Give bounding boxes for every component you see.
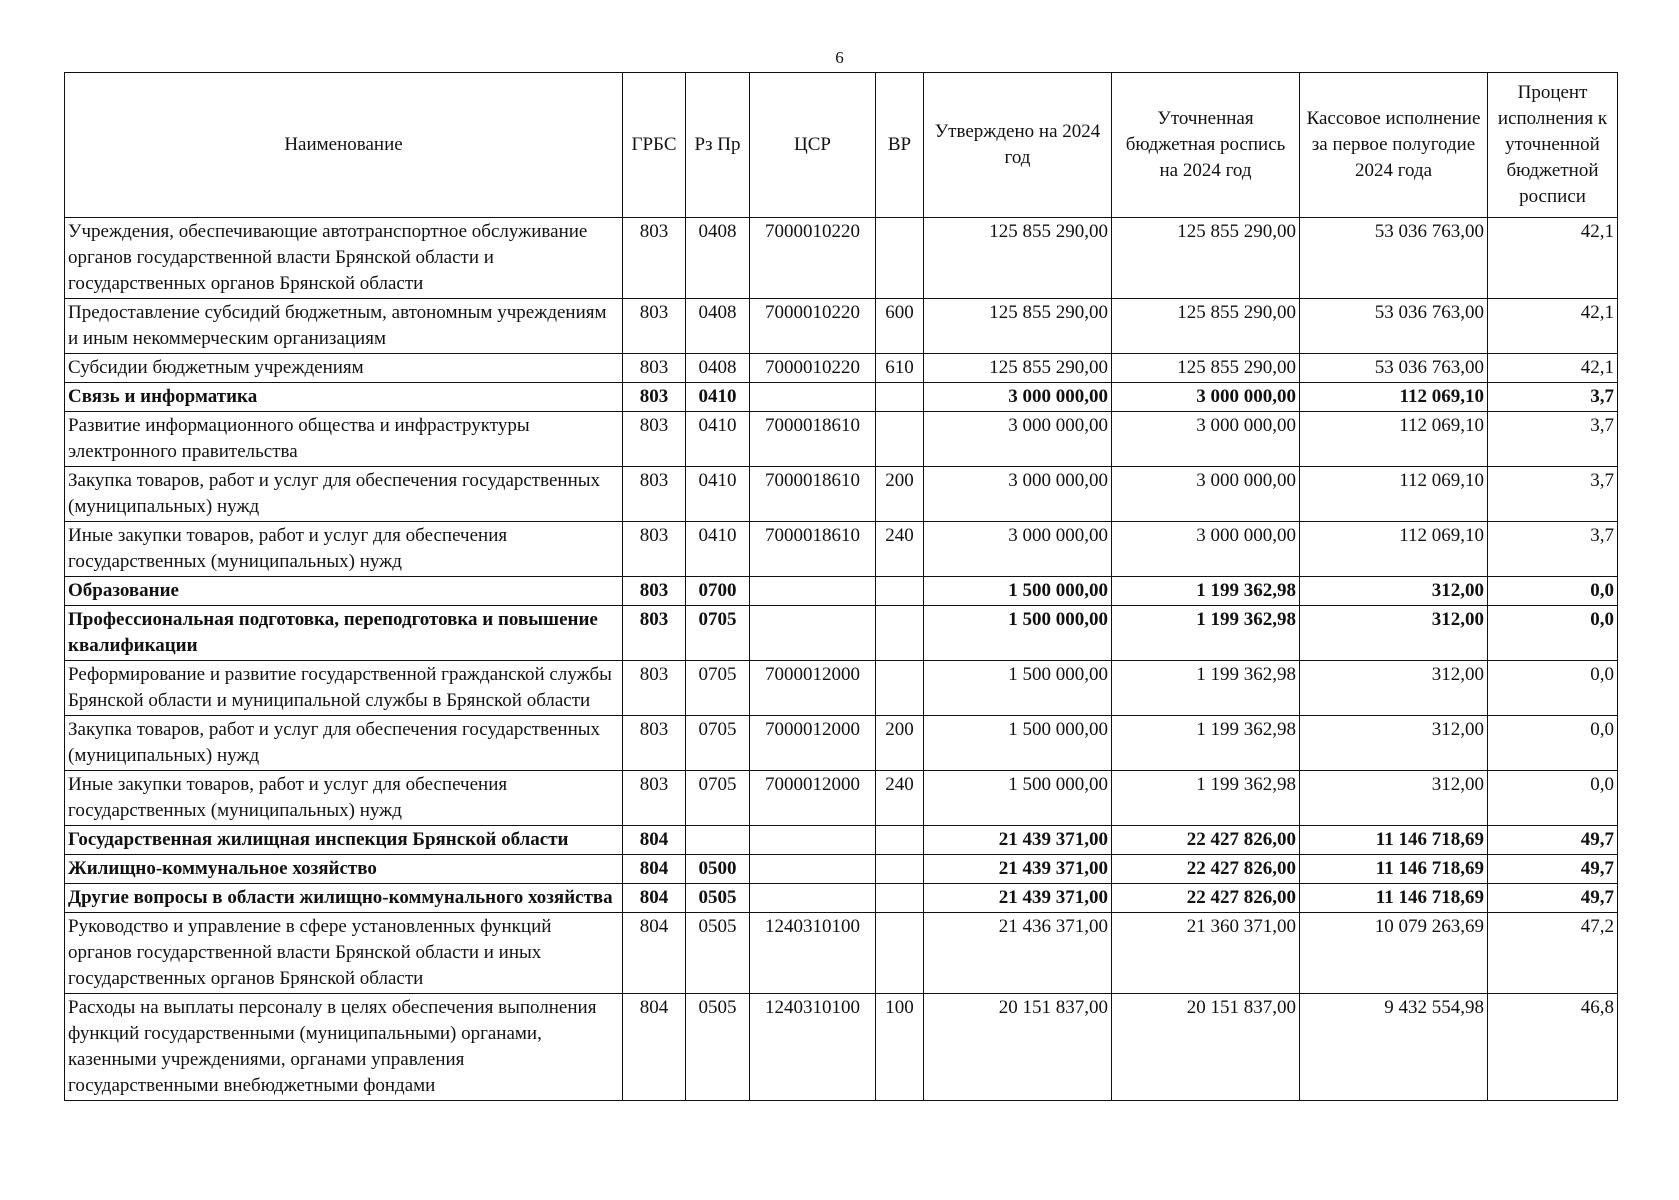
table-body bbox=[65, 218, 1618, 1101]
row-vr-cell: 200 bbox=[876, 716, 924, 771]
row-csr-cell: 7000018610 bbox=[750, 467, 876, 522]
row-vr-cell bbox=[876, 884, 924, 913]
row-vr-cell bbox=[876, 577, 924, 606]
row-cash-cell: 53 036 763,00 bbox=[1300, 354, 1488, 383]
row-rzpr-cell bbox=[686, 826, 750, 855]
row-percent-cell: 0,0 bbox=[1488, 606, 1618, 661]
row-approved-cell: 1 500 000,00 bbox=[924, 606, 1112, 661]
row-csr-cell bbox=[750, 383, 876, 412]
header-refined: Уточненная бюджетная роспись на 2024 год bbox=[1112, 73, 1300, 218]
row-rzpr-cell: 0700 bbox=[686, 577, 750, 606]
row-rzpr-cell: 0505 bbox=[686, 884, 750, 913]
row-name-cell: Реформирование и развитие государственной гражданской службы Брянской области и муниципальной службы в Брянской области bbox=[65, 661, 623, 716]
row-vr-cell: 240 bbox=[876, 522, 924, 577]
row-refined-cell: 20 151 837,00 bbox=[1112, 994, 1300, 1101]
budget-table bbox=[64, 72, 1618, 1101]
header-approved: Утверждено на 2024 год bbox=[924, 73, 1112, 218]
row-cash-cell: 10 079 263,69 bbox=[1300, 913, 1488, 994]
row-csr-cell: 7000010220 bbox=[750, 354, 876, 383]
row-percent-cell: 49,7 bbox=[1488, 826, 1618, 855]
table-row bbox=[65, 467, 1618, 522]
row-vr-cell: 200 bbox=[876, 467, 924, 522]
row-vr-cell: 240 bbox=[876, 771, 924, 826]
row-percent-cell: 0,0 bbox=[1488, 716, 1618, 771]
row-csr-cell: 1240310100 bbox=[750, 994, 876, 1101]
row-vr-cell bbox=[876, 412, 924, 467]
row-csr-cell bbox=[750, 826, 876, 855]
row-rzpr-cell: 0505 bbox=[686, 994, 750, 1101]
row-grbs-cell: 803 bbox=[623, 716, 686, 771]
row-rzpr-cell: 0705 bbox=[686, 661, 750, 716]
row-grbs-cell: 803 bbox=[623, 577, 686, 606]
row-vr-cell bbox=[876, 218, 924, 299]
header-row bbox=[65, 73, 1618, 218]
table-row bbox=[65, 218, 1618, 299]
row-grbs-cell: 803 bbox=[623, 299, 686, 354]
row-refined-cell: 3 000 000,00 bbox=[1112, 522, 1300, 577]
table-row bbox=[65, 771, 1618, 826]
row-approved-cell: 1 500 000,00 bbox=[924, 661, 1112, 716]
row-name-cell: Предоставление субсидий бюджетным, автономным учреждениям и иным некоммерческим организациям bbox=[65, 299, 623, 354]
row-grbs-cell: 804 bbox=[623, 855, 686, 884]
row-rzpr-cell: 0410 bbox=[686, 383, 750, 412]
row-name-cell: Расходы на выплаты персоналу в целях обеспечения выполнения функций государственными (муниципальными) органами, казенными учреждениями, органами управления государственными внебюджетными фондами bbox=[65, 994, 623, 1101]
header-grbs: ГРБС bbox=[623, 73, 686, 218]
row-csr-cell: 7000012000 bbox=[750, 771, 876, 826]
table-header bbox=[65, 73, 1618, 218]
header-name: Наименование bbox=[65, 73, 623, 218]
row-csr-cell: 7000012000 bbox=[750, 661, 876, 716]
row-rzpr-cell: 0705 bbox=[686, 771, 750, 826]
row-name-cell: Субсидии бюджетным учреждениям bbox=[65, 354, 623, 383]
row-csr-cell: 7000010220 bbox=[750, 218, 876, 299]
row-approved-cell: 3 000 000,00 bbox=[924, 522, 1112, 577]
row-name-cell: Иные закупки товаров, работ и услуг для обеспечения государственных (муниципальных) нужд bbox=[65, 522, 623, 577]
row-csr-cell: 7000010220 bbox=[750, 299, 876, 354]
row-percent-cell: 46,8 bbox=[1488, 994, 1618, 1101]
row-cash-cell: 53 036 763,00 bbox=[1300, 299, 1488, 354]
row-csr-cell: 7000018610 bbox=[750, 522, 876, 577]
table-row bbox=[65, 522, 1618, 577]
row-vr-cell: 600 bbox=[876, 299, 924, 354]
header-rzpr: Рз Пр bbox=[686, 73, 750, 218]
row-percent-cell: 49,7 bbox=[1488, 884, 1618, 913]
row-cash-cell: 312,00 bbox=[1300, 577, 1488, 606]
table-row bbox=[65, 716, 1618, 771]
row-csr-cell bbox=[750, 577, 876, 606]
row-percent-cell: 3,7 bbox=[1488, 383, 1618, 412]
row-rzpr-cell: 0505 bbox=[686, 913, 750, 994]
table-row bbox=[65, 383, 1618, 412]
row-cash-cell: 53 036 763,00 bbox=[1300, 218, 1488, 299]
row-approved-cell: 21 439 371,00 bbox=[924, 855, 1112, 884]
table-row bbox=[65, 299, 1618, 354]
row-refined-cell: 3 000 000,00 bbox=[1112, 383, 1300, 412]
row-name-cell: Другие вопросы в области жилищно-коммунального хозяйства bbox=[65, 884, 623, 913]
row-grbs-cell: 804 bbox=[623, 884, 686, 913]
row-grbs-cell: 803 bbox=[623, 661, 686, 716]
header-cash: Кассовое исполнение за первое полугодие 2024 года bbox=[1300, 73, 1488, 218]
row-approved-cell: 125 855 290,00 bbox=[924, 354, 1112, 383]
row-approved-cell: 21 439 371,00 bbox=[924, 884, 1112, 913]
row-cash-cell: 312,00 bbox=[1300, 716, 1488, 771]
row-refined-cell: 1 199 362,98 bbox=[1112, 661, 1300, 716]
row-cash-cell: 9 432 554,98 bbox=[1300, 994, 1488, 1101]
row-name-cell: Иные закупки товаров, работ и услуг для обеспечения государственных (муниципальных) нужд bbox=[65, 771, 623, 826]
row-approved-cell: 3 000 000,00 bbox=[924, 383, 1112, 412]
row-approved-cell: 3 000 000,00 bbox=[924, 467, 1112, 522]
row-approved-cell: 21 436 371,00 bbox=[924, 913, 1112, 994]
row-percent-cell: 3,7 bbox=[1488, 522, 1618, 577]
row-grbs-cell: 803 bbox=[623, 771, 686, 826]
row-name-cell: Руководство и управление в сфере установленных функций органов государственной власти Брянской области и иных государственных органов Брянской области bbox=[65, 913, 623, 994]
row-refined-cell: 125 855 290,00 bbox=[1112, 218, 1300, 299]
row-approved-cell: 1 500 000,00 bbox=[924, 716, 1112, 771]
row-cash-cell: 11 146 718,69 bbox=[1300, 884, 1488, 913]
row-vr-cell: 100 bbox=[876, 994, 924, 1101]
row-name-cell: Государственная жилищная инспекция Брянской области bbox=[65, 826, 623, 855]
row-cash-cell: 312,00 bbox=[1300, 771, 1488, 826]
row-grbs-cell: 804 bbox=[623, 994, 686, 1101]
row-refined-cell: 3 000 000,00 bbox=[1112, 467, 1300, 522]
row-grbs-cell: 803 bbox=[623, 467, 686, 522]
row-vr-cell bbox=[876, 661, 924, 716]
row-cash-cell: 112 069,10 bbox=[1300, 412, 1488, 467]
row-cash-cell: 312,00 bbox=[1300, 661, 1488, 716]
row-percent-cell: 3,7 bbox=[1488, 412, 1618, 467]
table-row bbox=[65, 994, 1618, 1101]
table-row bbox=[65, 661, 1618, 716]
row-csr-cell bbox=[750, 884, 876, 913]
row-vr-cell: 610 bbox=[876, 354, 924, 383]
table-row bbox=[65, 913, 1618, 994]
row-approved-cell: 21 439 371,00 bbox=[924, 826, 1112, 855]
row-name-cell: Закупка товаров, работ и услуг для обеспечения государственных (муниципальных) нужд bbox=[65, 467, 623, 522]
row-name-cell: Учреждения, обеспечивающие автотранспортное обслуживание органов государственной власти Брянской области и государственных органов Брянской области bbox=[65, 218, 623, 299]
row-csr-cell: 7000018610 bbox=[750, 412, 876, 467]
row-vr-cell bbox=[876, 383, 924, 412]
row-percent-cell: 0,0 bbox=[1488, 661, 1618, 716]
row-csr-cell: 1240310100 bbox=[750, 913, 876, 994]
row-name-cell: Жилищно-коммунальное хозяйство bbox=[65, 855, 623, 884]
row-refined-cell: 3 000 000,00 bbox=[1112, 412, 1300, 467]
row-name-cell: Закупка товаров, работ и услуг для обеспечения государственных (муниципальных) нужд bbox=[65, 716, 623, 771]
row-percent-cell: 42,1 bbox=[1488, 354, 1618, 383]
row-cash-cell: 11 146 718,69 bbox=[1300, 826, 1488, 855]
row-grbs-cell: 803 bbox=[623, 354, 686, 383]
row-percent-cell: 3,7 bbox=[1488, 467, 1618, 522]
row-percent-cell: 42,1 bbox=[1488, 218, 1618, 299]
row-rzpr-cell: 0408 bbox=[686, 218, 750, 299]
row-refined-cell: 1 199 362,98 bbox=[1112, 606, 1300, 661]
row-rzpr-cell: 0410 bbox=[686, 522, 750, 577]
row-vr-cell bbox=[876, 606, 924, 661]
row-csr-cell: 7000012000 bbox=[750, 716, 876, 771]
header-vr: ВР bbox=[876, 73, 924, 218]
table-row bbox=[65, 826, 1618, 855]
table-row bbox=[65, 855, 1618, 884]
row-refined-cell: 22 427 826,00 bbox=[1112, 826, 1300, 855]
table-row bbox=[65, 354, 1618, 383]
row-vr-cell bbox=[876, 913, 924, 994]
row-refined-cell: 125 855 290,00 bbox=[1112, 299, 1300, 354]
table-row bbox=[65, 412, 1618, 467]
row-percent-cell: 42,1 bbox=[1488, 299, 1618, 354]
row-rzpr-cell: 0408 bbox=[686, 299, 750, 354]
row-refined-cell: 125 855 290,00 bbox=[1112, 354, 1300, 383]
row-percent-cell: 49,7 bbox=[1488, 855, 1618, 884]
row-cash-cell: 11 146 718,69 bbox=[1300, 855, 1488, 884]
row-approved-cell: 3 000 000,00 bbox=[924, 412, 1112, 467]
row-approved-cell: 1 500 000,00 bbox=[924, 577, 1112, 606]
header-percent: Процент исполнения к уточненной бюджетной росписи bbox=[1488, 73, 1618, 218]
row-name-cell: Развитие информационного общества и инфраструктуры электронного правительства bbox=[65, 412, 623, 467]
row-grbs-cell: 803 bbox=[623, 218, 686, 299]
row-rzpr-cell: 0410 bbox=[686, 467, 750, 522]
row-percent-cell: 47,2 bbox=[1488, 913, 1618, 994]
row-cash-cell: 312,00 bbox=[1300, 606, 1488, 661]
row-refined-cell: 1 199 362,98 bbox=[1112, 771, 1300, 826]
row-cash-cell: 112 069,10 bbox=[1300, 467, 1488, 522]
row-approved-cell: 1 500 000,00 bbox=[924, 771, 1112, 826]
row-vr-cell bbox=[876, 855, 924, 884]
row-rzpr-cell: 0500 bbox=[686, 855, 750, 884]
row-vr-cell bbox=[876, 826, 924, 855]
row-rzpr-cell: 0410 bbox=[686, 412, 750, 467]
row-rzpr-cell: 0705 bbox=[686, 606, 750, 661]
row-grbs-cell: 803 bbox=[623, 606, 686, 661]
row-grbs-cell: 804 bbox=[623, 826, 686, 855]
row-percent-cell: 0,0 bbox=[1488, 577, 1618, 606]
row-percent-cell: 0,0 bbox=[1488, 771, 1618, 826]
row-cash-cell: 112 069,10 bbox=[1300, 522, 1488, 577]
page-number: 6 bbox=[835, 48, 844, 67]
row-refined-cell: 1 199 362,98 bbox=[1112, 577, 1300, 606]
row-grbs-cell: 804 bbox=[623, 913, 686, 994]
row-grbs-cell: 803 bbox=[623, 412, 686, 467]
row-refined-cell: 1 199 362,98 bbox=[1112, 716, 1300, 771]
row-refined-cell: 21 360 371,00 bbox=[1112, 913, 1300, 994]
row-name-cell: Профессиональная подготовка, переподготовка и повышение квалификации bbox=[65, 606, 623, 661]
row-grbs-cell: 803 bbox=[623, 383, 686, 412]
header-csr: ЦСР bbox=[750, 73, 876, 218]
row-approved-cell: 125 855 290,00 bbox=[924, 218, 1112, 299]
row-rzpr-cell: 0705 bbox=[686, 716, 750, 771]
row-csr-cell bbox=[750, 606, 876, 661]
row-grbs-cell: 803 bbox=[623, 522, 686, 577]
row-name-cell: Связь и информатика bbox=[65, 383, 623, 412]
table-row bbox=[65, 606, 1618, 661]
row-approved-cell: 20 151 837,00 bbox=[924, 994, 1112, 1101]
row-name-cell: Образование bbox=[65, 577, 623, 606]
row-csr-cell bbox=[750, 855, 876, 884]
row-rzpr-cell: 0408 bbox=[686, 354, 750, 383]
row-cash-cell: 112 069,10 bbox=[1300, 383, 1488, 412]
row-refined-cell: 22 427 826,00 bbox=[1112, 855, 1300, 884]
table-row bbox=[65, 884, 1618, 913]
row-refined-cell: 22 427 826,00 bbox=[1112, 884, 1300, 913]
table-row bbox=[65, 577, 1618, 606]
row-approved-cell: 125 855 290,00 bbox=[924, 299, 1112, 354]
